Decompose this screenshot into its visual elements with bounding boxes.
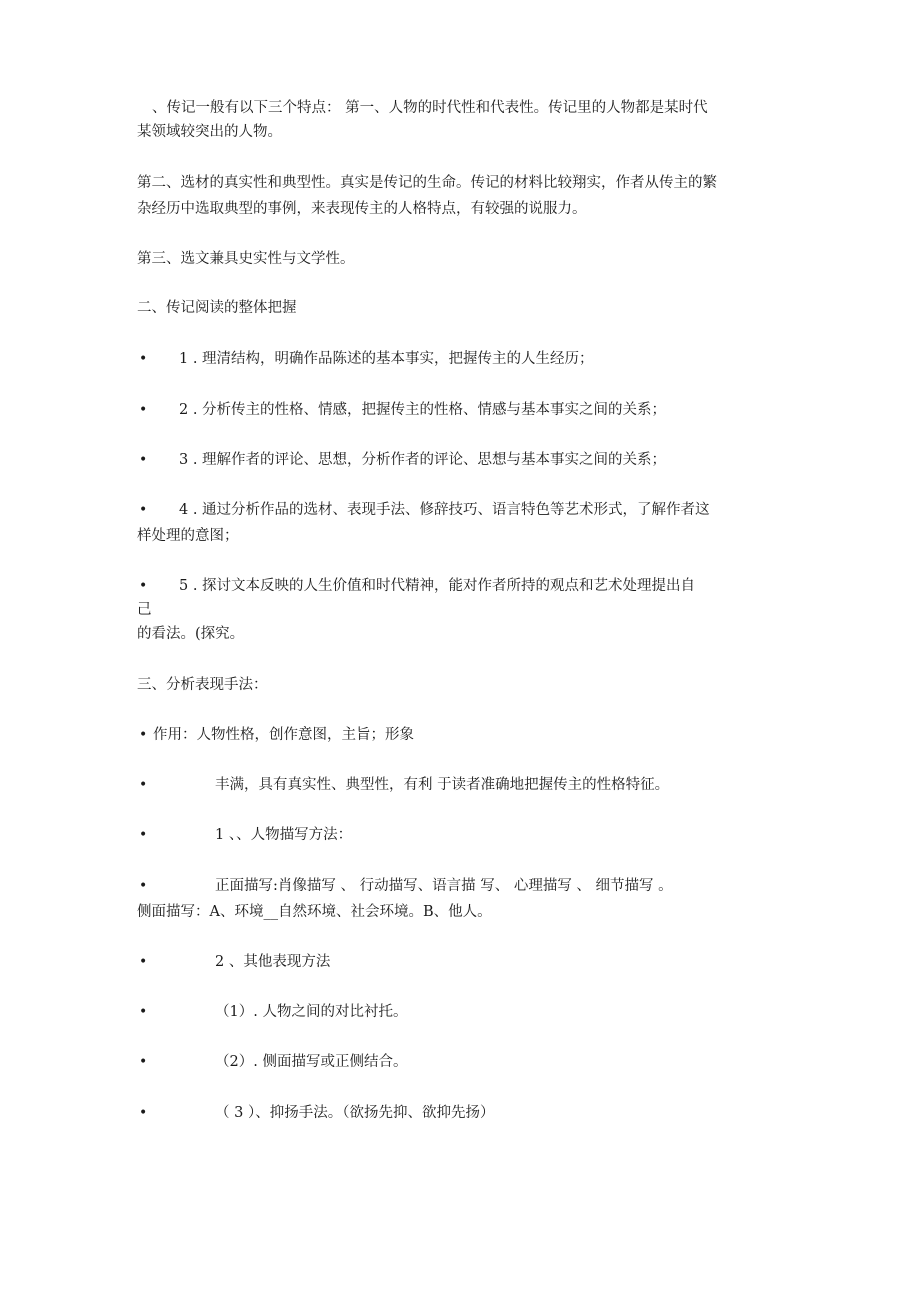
list2-item-6: （1）. 人物之间的对比衬托。 (215, 1004, 408, 1020)
section-heading-3: 三、分析表现手法： (137, 677, 268, 693)
list-bullet: • (139, 351, 148, 367)
list-item-4: 4 . 通过分析作品的选材、表现手法、修辞技巧、语言特色等艺术形式，了解作者这 (179, 502, 710, 518)
list-bullet: • (139, 502, 148, 518)
list-item-5: 5 . 探讨文本反映的人生价值和时代精神，能对作者所持的观点和艺术处理提出自 (179, 578, 696, 594)
list2-item-4: 正面描写:肖像描写 、 行动描写、语言描 写、 心理描写 、 细节描写 。 (215, 878, 673, 894)
section-heading-2: 二、传记阅读的整体把握 (137, 300, 297, 316)
list-bullet: • (139, 777, 148, 793)
list2-item-8: （ 3 ）、抑扬手法。（欲扬先抑、欲抑先扬） (215, 1105, 495, 1121)
list-bullet: • (139, 827, 148, 843)
list2-item-3: 1 、、人物描写方法： (215, 827, 353, 843)
list2-item-7: （2）. 侧面描写或正侧结合。 (215, 1054, 408, 1070)
list-item-4-continuation: 样处理的意图； (137, 528, 239, 544)
list-bullet: • (139, 1054, 148, 1070)
list-bullet: • (139, 727, 148, 743)
list2-item-5: 2 、其他表现方法 (215, 954, 331, 970)
paragraph-1-line-2: 某领域较突出的人物。 (137, 124, 282, 140)
paragraph-2-line-1: 第二、选材的真实性和典型性。真实是传记的生命。传记的材料比较翔实，作者从传主的繁 (137, 175, 717, 191)
list-bullet: • (139, 954, 148, 970)
list-bullet: • (139, 1105, 148, 1121)
paragraph-3: 第三、选文兼具史实性与文学性。 (137, 251, 355, 267)
list-bullet: • (139, 578, 148, 594)
list-item-3: 3 . 理解作者的评论、思想，分析作者的评论、思想与基本事实之间的关系； (179, 452, 667, 468)
list2-item-1: 作用：人物性格，创作意图，主旨；形象 (153, 727, 414, 743)
list-item-1: 1 . 理清结构，明确作品陈述的基本事实，把握传主的人生经历； (179, 351, 594, 367)
list-item-2: 2 . 分析传主的性格、情感，把握传主的性格、情感与基本事实之间的关系； (179, 402, 667, 418)
list-bullet: • (139, 452, 148, 468)
paragraph-1-line-1: 、传记一般有以下三个特点： 第一、人物的时代性和代表性。传记里的人物都是某时代 (152, 100, 708, 116)
list-bullet: • (139, 402, 148, 418)
list2-item-4-continuation: 侧面描写：A、环境__自然环境、社会环境。B、他人。 (137, 904, 492, 920)
list2-item-2: 丰满，具有真实性、典型性，有利 于读者准确地把握传主的性格特征。 (215, 777, 670, 793)
list-item-5-continuation-2: 的看法。(探究。 (137, 626, 245, 642)
list-bullet: • (139, 878, 148, 894)
list-item-5-continuation-1: 己 (137, 602, 152, 618)
list-bullet: • (139, 1004, 148, 1020)
paragraph-2-line-2: 杂经历中选取典型的事例，来表现传主的人格特点，有较强的说服力。 (137, 201, 587, 217)
